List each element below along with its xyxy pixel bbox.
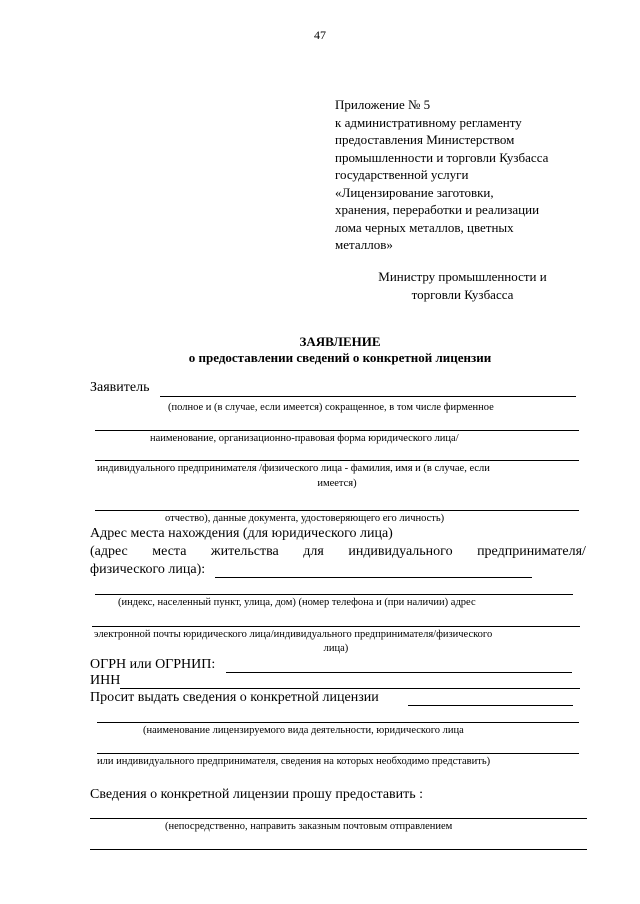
hint-delivery: (непосредственно, направить заказным почтовым отправлением (165, 821, 453, 832)
page-number: 47 (314, 28, 326, 42)
appendix-line: государственной услуги (335, 167, 469, 182)
residence-word: (адрес (90, 544, 128, 559)
residence-word: для (303, 544, 324, 559)
ip-info-field-line[interactable] (97, 753, 579, 754)
residence-line-2: физического лица): (90, 562, 206, 577)
hint-ip-line1: индивидуального предпринимателя /физического лица - фамилия, имя и (в случае, если (97, 463, 490, 474)
applicant-label: Заявитель (90, 380, 150, 395)
appendix-line: предоставления Министерством (335, 132, 515, 147)
inn-field-line[interactable] (120, 688, 580, 689)
document-subtitle: о предоставлении сведений о конкретной лицензии (188, 350, 492, 365)
ogrn-field-line[interactable] (226, 672, 572, 673)
residence-word: индивидуального (348, 544, 453, 559)
address-field-line-2[interactable] (95, 594, 573, 595)
residence-row (90, 544, 586, 560)
appendix-block (335, 96, 548, 254)
applicant-field-line-2[interactable] (95, 430, 579, 431)
request-label: Просит выдать сведения о конкретной лицензии (90, 690, 379, 705)
residence-word: предпринимателя/ (477, 544, 586, 559)
hint-org-form: наименование, организационно-правовая форма юридического лица/ (150, 433, 459, 444)
applicant-field-line-4[interactable] (95, 510, 579, 511)
address-label: Адрес места нахождения (для юридического лица) (90, 526, 393, 541)
hint-email-line1: электронной почты юридического лица/индивидуального предпринимателя/физического (94, 629, 493, 640)
addressee: Министру промышленности и торговли Кузбасса (378, 269, 547, 302)
delivery-field-line[interactable] (90, 818, 587, 819)
appendix-line: к административному регламенту (335, 114, 522, 130)
appendix-line: хранения, переработки и реализации (335, 202, 540, 217)
hint-activity: (наименование лицензируемого вида деятельности, юридического лица (143, 725, 464, 736)
hint-address: (индекс, населенный пункт, улица, дом) (номер телефона и (при наличии) адрес (118, 597, 476, 608)
activity-field-line[interactable] (97, 722, 579, 723)
applicant-field-line[interactable] (160, 396, 576, 397)
hint-patronymic: отчество), данные документа, удостоверяющего его личность) (165, 513, 445, 524)
appendix-line: металлов» (335, 237, 393, 252)
delivery-field-line-2[interactable] (90, 849, 587, 850)
hint-ip-info: или индивидуального предпринимателя, сведения на которых необходимо представить) (97, 756, 491, 767)
hint-email-line2: лица) (323, 643, 349, 654)
residence-word: жительства (210, 544, 279, 559)
document-title: ЗАЯВЛЕНИЕ (299, 334, 381, 349)
applicant-field-line-3[interactable] (95, 460, 579, 461)
ogrn-label: ОГРН или ОГРНИП: (90, 657, 216, 672)
hint-full-name: (полное и (в случае, если имеется) сокращенное, в том числе фирменное (168, 402, 494, 413)
appendix-line: лома черных металлов, цветных (335, 219, 514, 235)
residence-word: места (152, 544, 187, 559)
address-field-line-3[interactable] (92, 626, 580, 627)
appendix-line: «Лицензирование заготовки, (335, 184, 494, 200)
appendix-line: промышленности и торговли Кузбасса (335, 149, 549, 165)
address-field-line[interactable] (215, 577, 532, 578)
appendix-line: Приложение № 5 (335, 97, 431, 112)
request-field-line[interactable] (408, 705, 573, 706)
delivery-label: Сведения о конкретной лицензии прошу предоставить : (90, 787, 424, 802)
inn-label: ИНН (90, 673, 121, 688)
hint-ip-line2: имеется) (317, 478, 357, 489)
